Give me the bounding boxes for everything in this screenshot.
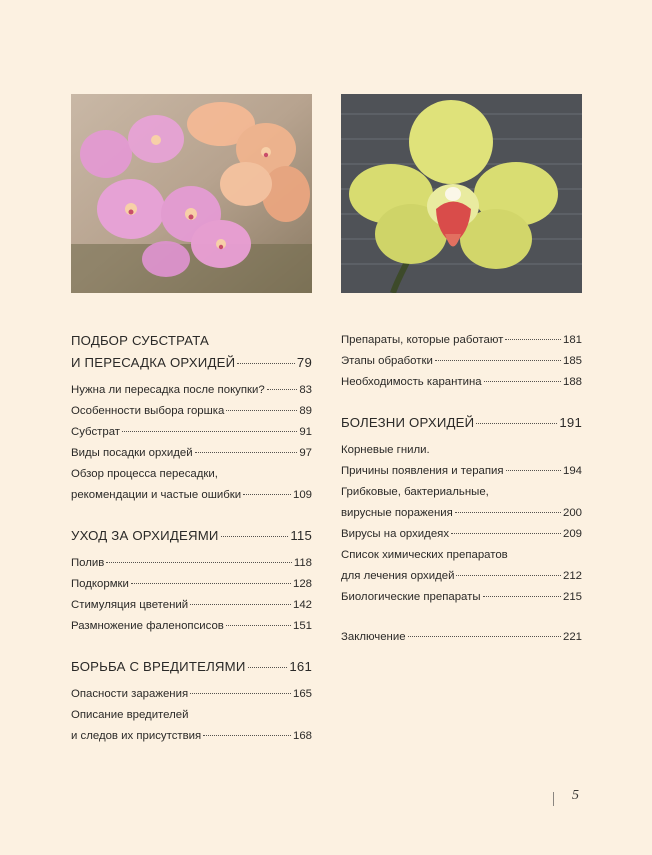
toc-entry-page: 142 [292, 599, 312, 611]
toc-entry-page: 200 [562, 507, 582, 519]
toc-entry[interactable] [71, 553, 312, 574]
dot-leader [483, 596, 561, 597]
toc-entry-title: Причины появления и терапия [341, 465, 504, 477]
toc-entry[interactable] [71, 574, 312, 595]
dot-leader [408, 636, 561, 637]
dot-leader [190, 693, 291, 694]
toc-entry-title: Вирусы на орхидеях [341, 528, 450, 540]
dot-leader [455, 512, 561, 513]
toc-entry-title: Размножение фаленопсисов [71, 620, 224, 632]
toc-entry[interactable] [71, 443, 312, 464]
toc-entry-page: 165 [292, 688, 312, 700]
page-number: 5 [572, 788, 579, 803]
toc-entry[interactable] [341, 566, 582, 587]
toc-entry[interactable] [71, 616, 312, 637]
toc-entry-title: Необходимость карантина [341, 376, 482, 388]
toc-entry-title: БОЛЕЗНИ ОРХИДЕЙ [341, 415, 475, 430]
toc-section-heading[interactable] [71, 656, 312, 678]
toc-entry[interactable] [341, 372, 582, 393]
toc-entry-title: Заключение [341, 631, 406, 643]
toc-entry[interactable] [71, 380, 312, 401]
toc-entry[interactable] [71, 422, 312, 443]
toc-entry[interactable] [341, 351, 582, 372]
toc-entry-line: Список химических препаратов [341, 549, 508, 561]
yellow-orchid-photo [341, 94, 582, 293]
dot-leader [106, 562, 291, 563]
toc-entry-title: И ПЕРЕСАДКА ОРХИДЕЙ [71, 355, 236, 370]
toc-entry[interactable] [341, 503, 582, 524]
toc-entry-line: Обзор процесса пересадки, [71, 468, 218, 480]
dot-leader [195, 452, 298, 453]
toc-entry-line: Корневые гнили. [341, 444, 430, 456]
dot-leader [506, 470, 561, 471]
toc-left-column [71, 330, 312, 747]
toc-entry-page: 89 [299, 405, 312, 417]
toc-entry-title: и следов их присутствия [71, 730, 202, 742]
toc-entry-page: 79 [296, 355, 312, 370]
toc-entry-page: 185 [562, 355, 582, 367]
toc-entry[interactable] [71, 401, 312, 422]
toc-entry-title: БОРЬБА С ВРЕДИТЕЛЯМИ [71, 659, 246, 674]
toc-entry-title: для лечения орхидей [341, 570, 455, 582]
toc-entry-page: 181 [562, 334, 582, 346]
toc-entry-page: 118 [293, 557, 312, 569]
toc-right-column [341, 330, 582, 648]
dot-leader [484, 381, 561, 382]
toc-entry-title: Подкормки [71, 578, 129, 590]
dot-leader [505, 339, 561, 340]
toc-entry-page: 188 [562, 376, 582, 388]
toc-entry-title: Этапы обработки [341, 355, 433, 367]
toc-entry-line: Грибковые, бактериальные, [341, 486, 489, 498]
toc-section-heading[interactable] [71, 525, 312, 547]
toc-entry-page: 115 [290, 528, 312, 543]
toc-entry-page: 194 [562, 465, 582, 477]
toc-entry-page: 161 [289, 659, 312, 674]
toc-entry-page: 212 [562, 570, 582, 582]
dot-leader [226, 625, 291, 626]
toc-entry-title: вирусные поражения [341, 507, 453, 519]
toc-entry-title: Биологические препараты [341, 591, 481, 603]
toc-entry[interactable] [341, 587, 582, 608]
toc-section-heading: ПОДБОР СУБСТРАТА [71, 333, 210, 348]
toc-entry-title: Особенности выбора горшка [71, 405, 225, 417]
toc-entry[interactable] [71, 726, 312, 747]
pink-orchid-photo [71, 94, 312, 293]
toc-entry[interactable] [71, 485, 312, 506]
toc-entry-title: Препараты, которые работают [341, 334, 504, 346]
toc-entry-title: Виды посадки орхидей [71, 447, 193, 459]
toc-entry[interactable] [341, 524, 582, 545]
toc-entry-title: Опасности заражения [71, 688, 189, 700]
toc-section-heading[interactable] [341, 412, 582, 434]
toc-entry-title: рекомендации и частые ошибки [71, 489, 242, 501]
dot-leader [221, 536, 289, 537]
toc-entry-page: 151 [292, 620, 312, 632]
toc-entry[interactable] [71, 595, 312, 616]
dot-leader [267, 389, 298, 390]
toc-entry-page: 83 [299, 384, 312, 396]
dot-leader [131, 583, 291, 584]
dot-leader [248, 667, 288, 668]
toc-entry-page: 168 [292, 730, 312, 742]
toc-entry-page: 91 [299, 426, 312, 438]
dot-leader [476, 423, 557, 424]
dot-leader [243, 494, 291, 495]
dot-leader [226, 410, 297, 411]
toc-entry-title: Субстрат [71, 426, 120, 438]
toc-entry-title: УХОД ЗА ОРХИДЕЯМИ [71, 528, 219, 543]
toc-entry-page: 215 [562, 591, 582, 603]
dot-leader [451, 533, 561, 534]
dot-leader [190, 604, 291, 605]
toc-entry-title: Полив [71, 557, 105, 569]
dot-leader [237, 363, 295, 364]
toc-entry[interactable] [341, 461, 582, 482]
toc-entry-title: Стимуляция цветений [71, 599, 189, 611]
dot-leader [203, 735, 291, 736]
toc-entry-page: 97 [299, 447, 312, 459]
folio-divider [553, 792, 554, 806]
toc-entry-page: 128 [292, 578, 312, 590]
dot-leader [122, 431, 297, 432]
toc-entry-title: Нужна ли пересадка после покупки? [71, 384, 265, 396]
toc-section-heading[interactable] [71, 352, 312, 374]
toc-entry-page: 191 [559, 415, 582, 430]
toc-entry-page: 221 [562, 631, 582, 643]
dot-leader [456, 575, 561, 576]
toc-entry[interactable] [71, 684, 312, 705]
toc-entry-page: 109 [292, 489, 312, 501]
dot-leader [435, 360, 561, 361]
toc-entry-line: Описание вредителей [71, 709, 189, 721]
toc-entry[interactable] [341, 330, 582, 351]
toc-entry-page: 209 [562, 528, 582, 540]
toc-entry-conclusion[interactable] [341, 627, 582, 648]
